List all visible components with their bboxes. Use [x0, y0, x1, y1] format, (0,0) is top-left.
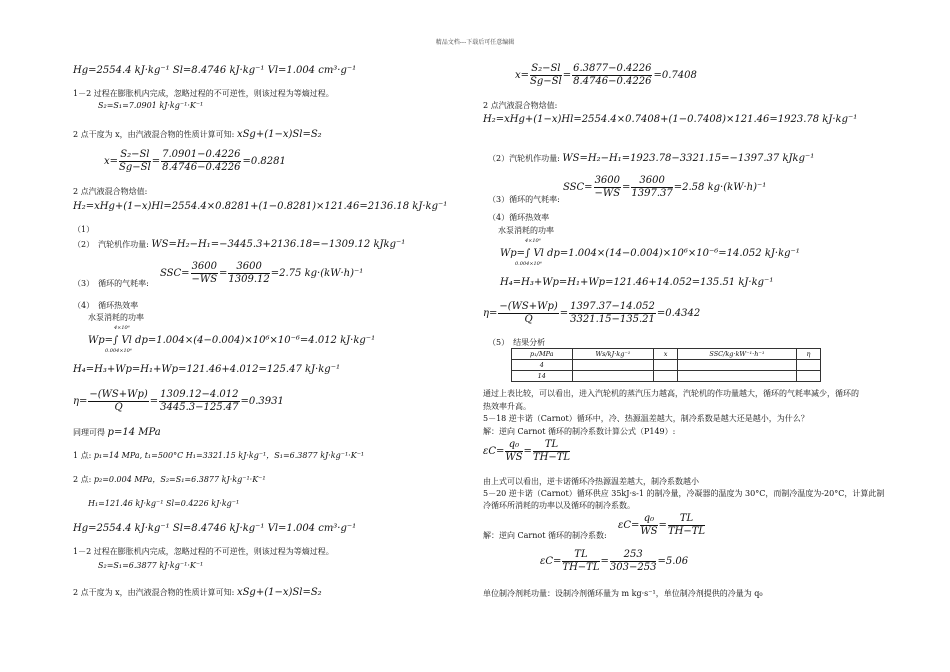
work-line — [73, 240, 405, 250]
ssc-den2: 1309.12 — [228, 274, 270, 285]
table-cell: 4 — [512, 360, 573, 371]
isentropic-note-2: 1－2 过程在膨胀机内完成，忽略过程的不可逆性，则该过程为等熵过程。 — [73, 547, 334, 556]
table-cell — [677, 360, 796, 371]
ec-den1: WS — [505, 452, 523, 463]
steam-rate-label: （3） 循环的气耗率: — [73, 279, 149, 288]
wp-eq-right — [500, 249, 800, 259]
cop-calc: εC= $\frac{TL}{TH-TL}$ = $\frac{253}{303-253}$ =5.06 — [540, 549, 689, 573]
ec2-den2: 303−253 — [609, 562, 657, 573]
quality-intro — [73, 130, 322, 140]
eta-num2-right: 1397.37−14.052 — [570, 301, 655, 312]
ssc-lhs-right: SSC= — [563, 182, 593, 193]
table-cell — [796, 371, 820, 382]
eta-frac-right2 — [569, 302, 656, 325]
table-header-cell: η — [796, 349, 820, 360]
eta-num: −(WS+Wp) — [89, 389, 148, 400]
eta-den2: 3445.3−125.47 — [160, 402, 239, 413]
eta-calc: η= $\frac{-(WS+Wp)}{Q}$ = $\frac{1309.12-4.012}{3445.3-125.47}$ =0.3931 — [73, 389, 284, 413]
ec-den2: TH−TL — [532, 452, 571, 463]
wp-lhs-right: Wp= — [500, 248, 526, 259]
ec-den-2b: TH−TL — [667, 526, 706, 537]
enthalpy-label-right: 2 点汽液混合物焓值: — [483, 101, 558, 110]
efficiency-label-right: （4）循环热效率 — [488, 213, 550, 222]
steam-rate-label-right: （3）循环的气耗率: — [488, 195, 560, 204]
eta-den: Q — [114, 402, 123, 413]
enthalpy-label: 2 点汽液混合物焓值: — [73, 187, 148, 196]
table-header-cell: SSC/kg·kW⁻¹·h⁻¹ — [677, 349, 796, 360]
point1-label: 1 点: — [73, 451, 92, 460]
eta-result: =0.3931 — [240, 396, 284, 407]
question-5-18: 5－18 逆卡诺（Carnot）循环中，冷、热源温差越大，制冷系数是越大还是越小，为什么？ — [483, 414, 809, 423]
x-lhs: x= — [104, 156, 119, 167]
eta-result-right: =0.4342 — [656, 308, 701, 319]
table-cell: 14 — [512, 371, 573, 382]
eta-num2: 1309.12−4.012 — [160, 389, 239, 400]
work-eq: WS=H₂−H₁=−3445.3+2136.18=−1309.12 kJkg⁻¹ — [151, 239, 406, 250]
ssc-frac1 — [191, 262, 218, 285]
quality-eq-2: xSg+(1−x)Sl=S₂ — [236, 587, 322, 598]
eta-frac1 — [88, 390, 148, 413]
table-cell — [572, 371, 654, 382]
work-label: （2） 汽轮机作功量: — [73, 240, 149, 249]
ec2-result: =5.06 — [657, 556, 689, 567]
eta-den2-right: 3321.15−135.21 — [570, 314, 655, 325]
ssc-frac-right1 — [594, 176, 621, 199]
entropy-eq-2: S₂=S₁=6.3877 kJ·kg⁻¹·K⁻¹ — [98, 561, 204, 570]
similarly-text: 同理可得 — [73, 428, 105, 437]
ssc-calc-right: SSC= $\frac{3600}{-WS}$ = $\frac{3600}{1397.37}$ =2.58 kg·(kW·h)⁻¹ — [563, 175, 767, 199]
hg-values-line: Hg=2554.4 kJ·kg⁻¹ Sl=8.4746 kJ·kg⁻¹ Vl=1.004 cm³·g⁻¹ — [73, 65, 357, 76]
wp-lower-limit: 0.004×10⁶ — [105, 348, 132, 354]
point2-line — [73, 476, 266, 484]
ec-den-2a: WS — [640, 526, 658, 537]
wp-rhs: ∫ Vl dp=1.004×(4−0.004)×10⁶×10⁻⁶=4.012 kJ·kg⁻¹ — [113, 335, 376, 346]
eta-lhs: η= — [73, 396, 88, 407]
page-header: 精品文档---下载后可任意编辑 — [435, 39, 515, 46]
x-frac-numeric — [161, 150, 241, 173]
ssc-num1: 3600 — [191, 261, 218, 272]
x-frac-right1 — [530, 64, 562, 87]
ssc-num1-right: 3600 — [594, 175, 621, 186]
ssc-num2-right: 3600 — [631, 176, 672, 188]
ssc-den2-right: 1397.37 — [631, 188, 673, 199]
x-den2-right: 8.4746−0.4226 — [573, 76, 652, 87]
pump-label-right: 水泵消耗的功率 — [498, 226, 554, 235]
eta-frac2 — [159, 390, 239, 413]
work-line-right — [488, 154, 814, 164]
ssc-lhs: SSC= — [160, 268, 190, 279]
ssc-result-right: =2.58 kg·(kW·h)⁻¹ — [673, 182, 767, 193]
wp-eq — [88, 336, 375, 346]
ssc-frac-right2 — [631, 176, 672, 199]
x-calc-right: x= $\frac{\text{S₂−Sl}}{Sg-Sl}$ = $\frac{6.3877-0.4226}{8.4746-0.4226}$ =0.7408 — [515, 63, 697, 87]
table-cell — [572, 360, 654, 371]
quality-eq: xSg+(1−x)Sl=S₂ — [236, 129, 322, 140]
question-5-20-line-1: 5－20 逆卡诺（Carnot）循环供应 35kJ·s-1 的制冷量，冷凝器的温度为 30°C，而制冷温度为-20°C，计算此制 — [483, 489, 885, 498]
x-result-right: =0.7408 — [653, 70, 697, 81]
ec-frac-2b — [668, 514, 705, 537]
x-num-right: S₂−Sl — [531, 63, 561, 74]
eta-frac-right1 — [498, 302, 558, 325]
step-1: （1） — [73, 225, 95, 234]
ec2-num: TL — [562, 550, 599, 562]
carnot-cop-formula: εC= $\frac{\text{q₀}}{WS}$ = $\frac{TL}{TH-TL}$ — [483, 439, 571, 463]
conclusion-line-1: 通过上表比较，可以看出，进入汽轮机的蒸汽压力越高，汽轮机的作功量越大，循环的气耗率减少，循环的 — [483, 389, 859, 398]
h2-eq: H₂=xHg+(1−x)Hl=2554.4×0.8281+(1−0.8281)×121.46=2136.18 kJ·kg⁻¹ — [73, 201, 448, 212]
table-header-row — [512, 349, 821, 360]
ssc-den1: −WS — [191, 274, 218, 285]
quality-intro-text: 2 点干度为 x，由汽液混合物的性质计算可知: — [73, 130, 235, 139]
ec-num-2a: q₀ — [640, 514, 657, 526]
ec2-num2: 253 — [610, 550, 657, 562]
table-header-cell: x — [654, 349, 678, 360]
wp-rhs-right: ∫ Vl dp=1.004×(14−0.004)×10⁶×10⁻⁶=14.052 kJ·kg⁻¹ — [525, 248, 800, 259]
wp-upper-limit-right: 4×10⁶ — [525, 238, 541, 244]
ec-lhs: εC= — [483, 446, 505, 457]
table-cell — [654, 371, 678, 382]
x-num2-right: 6.3877−0.4226 — [573, 63, 652, 74]
similarly-line — [73, 428, 161, 438]
x-calc: x= $\frac{\text{S₂−Sl}}{Sg-Sl}$ = $\frac{7.0901-0.4226}{8.4746-0.4226}$ =0.8281 — [104, 149, 286, 173]
ec2-frac1 — [562, 550, 599, 573]
carnot-cop-formula-2: εC= $\frac{\text{q₀}}{WS}$ = $\frac{TL}{TH-TL}$ — [618, 513, 706, 537]
unit-work-line: 单位制冷剂耗功量：设制冷剂循环量为 m kg·s⁻¹，单位制冷剂提供的冷量为 q₀ — [483, 589, 763, 598]
ssc-frac2 — [228, 262, 269, 285]
results-table — [511, 348, 821, 382]
table-header-cell: p₁/MPa — [512, 349, 573, 360]
x-den2: 8.4746−0.4226 — [162, 162, 241, 173]
quality-intro-text-2: 2 点干度为 x，由汽液混合物的性质计算可知: — [73, 588, 235, 597]
efficiency-label: （4） 循环热效率 — [73, 301, 139, 310]
x-frac-right2 — [572, 64, 652, 87]
eta-num-right: −(WS+Wp) — [499, 301, 558, 312]
wp-upper-limit: 4×10⁶ — [114, 325, 130, 331]
ssc-num2: 3600 — [228, 262, 269, 274]
h2-eq-right: H₂=xHg+(1−x)Hl=2554.4×0.7408+(1−0.7408)×121.46=1923.78 kJ·kg⁻¹ — [483, 114, 858, 125]
ec-num1: q₀ — [505, 440, 522, 452]
eta-lhs-right: η= — [483, 308, 498, 319]
x-den-right: Sg−Sl — [530, 76, 562, 87]
answer-5-18-intro: 解：逆向 Carnot 循环的制冷系数计算公式（P149）: — [483, 427, 676, 436]
answer-5-18-conclusion: 由上式可以看出，逆卡诺循环冷热源温差越大，制冷系数越小 — [483, 477, 699, 486]
ec-lhs-2: εC= — [618, 520, 640, 531]
h4-eq-right: H₄=H₃+Wp=H₁+Wp=121.46+14.052=135.51 kJ·kg⁻¹ — [500, 277, 774, 288]
x-num: S₂−Sl — [120, 149, 150, 160]
point2-label: 2 点: — [73, 475, 92, 484]
point2-values: p₂=0.004 MPa，S₂=S₁=6.3877 kJ·kg⁻¹·K⁻¹ — [93, 475, 266, 484]
wp-lhs: Wp= — [88, 335, 114, 346]
ec2-frac2 — [610, 550, 657, 573]
table-cell — [796, 360, 820, 371]
eta-den-right: Q — [524, 314, 533, 325]
x-result: =0.8281 — [242, 156, 286, 167]
work-eq-right: WS=H₂−H₁=1923.78−3321.15=−1397.37 kJkg⁻¹ — [562, 153, 815, 164]
ec2-den: TH−TL — [562, 562, 600, 573]
point1-line — [73, 452, 364, 460]
isentropic-note: 1－2 过程在膨胀机内完成，忽略过程的不可逆性，则该过程为等熵过程。 — [73, 89, 334, 98]
h4-eq: H₄=H₃+Wp=H₁+Wp=121.46+4.012=125.47 kJ·kg⁻¹ — [73, 364, 340, 375]
similarly-p: p=14 MPa — [107, 427, 161, 438]
ec-frac2 — [533, 440, 570, 463]
ec-num-2b: TL — [668, 514, 705, 526]
ssc-calc: SSC= $\frac{3600}{-WS}$ = $\frac{3600}{1309.12}$ =2.75 kg·(kW·h)⁻¹ — [160, 261, 364, 285]
entropy-eq: S₂=S₁=7.0901 kJ·kg⁻¹·K⁻¹ — [98, 101, 204, 110]
x-lhs-right: x= — [515, 70, 530, 81]
x-den: Sg−Sl — [119, 162, 151, 173]
table-cell — [654, 360, 678, 371]
ec-num2: TL — [533, 440, 570, 452]
analysis-label: （5） 结果分析 — [488, 338, 546, 347]
ec-frac-2a — [640, 514, 657, 537]
quality-intro-2 — [73, 588, 322, 598]
hg-values-line-2: Hg=2554.4 kJ·kg⁻¹ Sl=8.4746 kJ·kg⁻¹ Vl=1.004 cm³·g⁻¹ — [73, 523, 357, 534]
ec2-lhs: εC= — [540, 556, 562, 567]
wp-lower-limit-right: 0.004×10⁶ — [515, 261, 542, 267]
ssc-den1-right: −WS — [594, 188, 621, 199]
table-header-cell: Ws/kJ·kg⁻¹ — [572, 349, 654, 360]
pump-label: 水泵消耗的功率 — [88, 313, 144, 322]
answer-5-20-intro: 解：逆向 Carnot 循环的制冷系数: — [483, 531, 607, 540]
table-row — [512, 360, 821, 371]
point1-values: p₁=14 MPa, t₁=500°C H₁=3321.15 kJ·kg⁻¹，S₁=6.3877 kJ·kg⁻¹·K⁻¹ — [93, 451, 365, 460]
h1-line: H₁=121.46 kJ·kg⁻¹ Sl=0.4226 kJ·kg⁻¹ — [88, 499, 240, 508]
conclusion-line-2: 热效率升高。 — [483, 402, 531, 411]
eta-calc-right: η= $\frac{-(WS+Wp)}{Q}$ = $\frac{1397.37-14.052}{3321.15-135.21}$ =0.4342 — [483, 301, 701, 325]
table-row — [512, 371, 821, 382]
ec-frac1 — [505, 440, 522, 463]
work-label-right: （2）汽轮机作功量: — [488, 154, 560, 163]
question-5-20-line-2: 冷循环所消耗的功率以及循环的制冷系数。 — [483, 501, 635, 510]
table-cell — [677, 371, 796, 382]
ssc-result: =2.75 kg·(kW·h)⁻¹ — [270, 268, 364, 279]
x-frac-symbolic — [119, 150, 151, 173]
x-num2: 7.0901−0.4226 — [162, 149, 241, 160]
